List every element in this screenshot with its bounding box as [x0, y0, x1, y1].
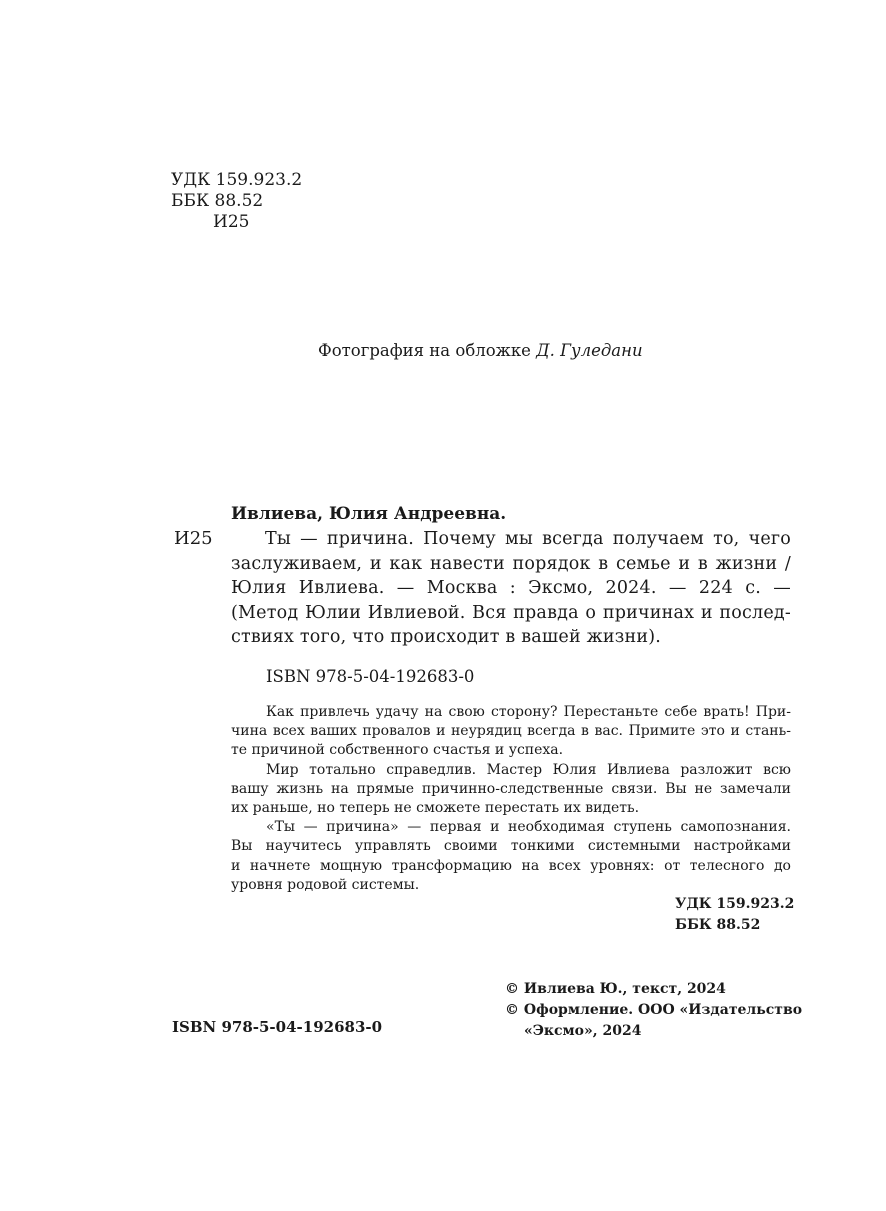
- record-isbn: ISBN 978-5-04-192683-0: [266, 667, 475, 686]
- record-author: Ивлиева, Юлия Андреевна.: [231, 504, 507, 524]
- annotation-line: вашу жизнь на прямые причинно-следственные связи. Вы не замечали: [231, 780, 791, 797]
- annotation-line: Вы научитесь управлять своими тонкими системными настройками: [231, 838, 791, 855]
- udk-code-bottom: УДК 159.923.2: [675, 896, 795, 912]
- bbk-code: ББК 88.52: [171, 191, 264, 211]
- photo-credit: [318, 341, 643, 360]
- bib-line: Юлия Ивлиева. — Москва : Эксмо, 2024. — 224 с. —: [231, 578, 791, 598]
- annotation-line: «Ты — причина» — первая и необходимая ступень самопознания.: [266, 819, 791, 836]
- annotation-line: и начнете мощную трансформацию на всех уровнях: от телесного до: [231, 857, 791, 874]
- isbn-bottom: ISBN 978-5-04-192683-0: [172, 1018, 383, 1036]
- copyright-text: © Ивлиева Ю., текст, 2024: [505, 981, 726, 997]
- record-author-sign: И25: [174, 528, 213, 549]
- photo-credit-name: Д. Гуледани: [536, 341, 643, 360]
- bib-line: заслуживаем, и как навести порядок в семье и в жизни /: [231, 553, 791, 574]
- annotation-line: чина всех ваших провалов и неурядиц всегда в вас. Примите это и стань-: [231, 723, 791, 740]
- bib-line: (Метод Юлии Ивлиевой. Вся правда о причинах и послед-: [231, 602, 791, 623]
- classification-block-top: [171, 170, 302, 233]
- udk-code: УДК 159.923.2: [171, 170, 303, 190]
- annotation-line: Как привлечь удачу на свою сторону? Перестаньте себе врать! При-: [266, 704, 791, 720]
- copyright-design-cont: «Эксмо», 2024: [524, 1023, 642, 1039]
- annotation-line: уровня родовой системы.: [231, 876, 420, 893]
- annotation: [231, 703, 791, 895]
- photo-credit-prefix: Фотография на обложке: [318, 341, 537, 360]
- author-sign: И25: [213, 212, 250, 232]
- annotation-line: Мир тотально справедлив. Мастер Юлия Ивлиева разложит всю: [266, 761, 791, 778]
- classification-block-bottom: [675, 894, 794, 936]
- copyright-block: [505, 979, 802, 1042]
- bibliographic-description: [231, 527, 791, 650]
- copyright-design: © Оформление. ООО «Издательство: [505, 1002, 803, 1018]
- bib-line: ствиях того, что происходит в вашей жизни).: [231, 627, 662, 647]
- bbk-code-bottom: ББК 88.52: [675, 917, 761, 933]
- annotation-line: те причиной собственного счастья и успеха.: [231, 742, 564, 759]
- annotation-line: их раньше, но теперь не сможете перестать их видеть.: [231, 800, 640, 817]
- bib-line: Ты — причина. Почему мы всегда получаем то, чего: [265, 529, 791, 549]
